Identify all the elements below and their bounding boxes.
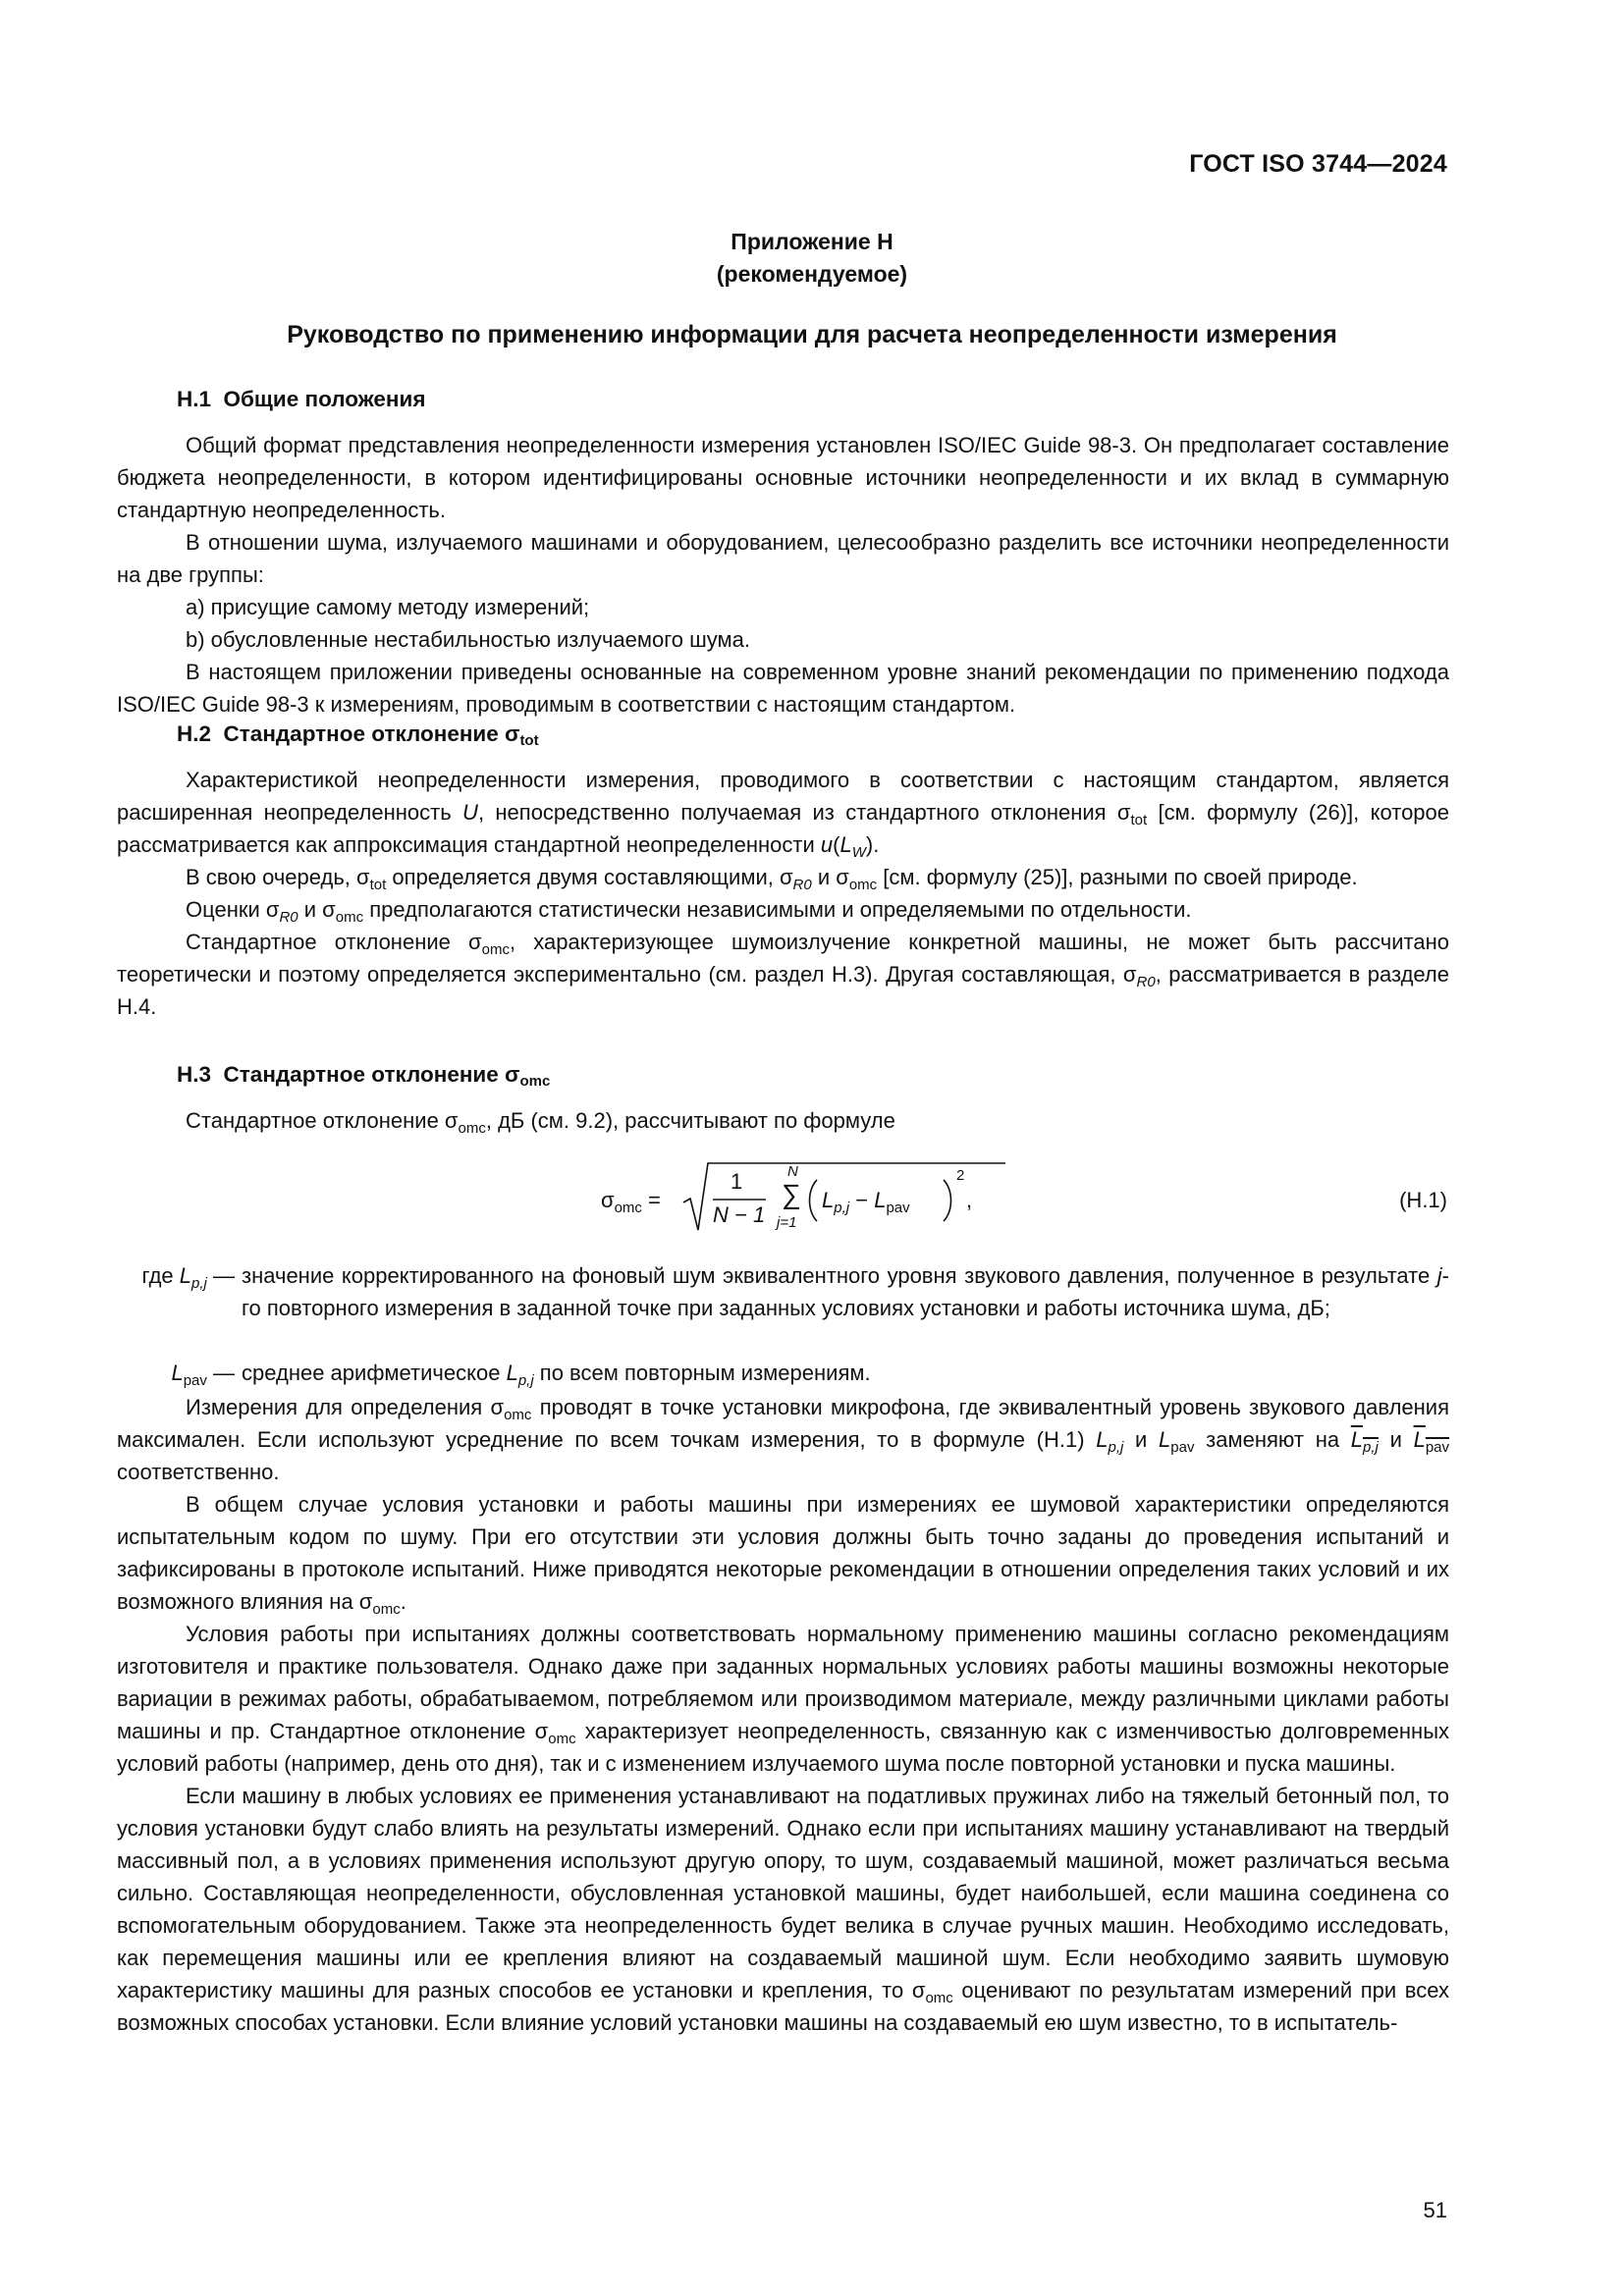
where-definition: значение корректированного на фоновый шум эквивалентного уровня звукового давления, полученное в результате j-го повторного измерения в заданной точке при заданных условиях установки и работы источника шума, дБ; [242, 1263, 1449, 1320]
section-number: H.1 [177, 387, 212, 411]
where-item [117, 1259, 1449, 1358]
section-number: H.2 [177, 721, 212, 746]
appendix-title: Руководство по применению информации для расчета неопределенности измерения [287, 321, 1337, 348]
paragraph: В общем случае условия установки и работы машины при измерениях ее шумовой характеристики определяются испытательным кодом по шуму. При его отсутствии эти условия должны быть точно заданы до проведения испытаний и зафиксированы в протоколе испытаний. Ниже приводятся некоторые рекомендации в отношении определения таких условий и их возможного влияния на $\sigma_{omc}$. [117, 1492, 1449, 1618]
sum-upper-limit: N [787, 1163, 798, 1180]
section-h2-body [117, 764, 1449, 1023]
page-number: 51 [1423, 2198, 1447, 2222]
fraction-denominator: N − 1 [713, 1202, 766, 1227]
formula-h1 [589, 1153, 1100, 1242]
section-number: H.3 [177, 1062, 212, 1087]
where-term: где $L_{p,j}$ — [141, 1263, 235, 1292]
paragraph: В отношении шума, излучаемого машинами и оборудованием, целесообразно разделить все источники неопределенности на две группы: [117, 530, 1449, 587]
formula-power: 2 [956, 1167, 965, 1184]
sum-sign: ∑ [782, 1179, 801, 1209]
paragraph: В свою очередь, $\sigma_{tot}$ определяется двумя составляющими, $\sigma_{R0}$ и $\sigma_{omc}$ [см. формулу (25)], разными по своей природе. [186, 865, 1358, 893]
sum-lower-limit: j=1 [777, 1214, 797, 1231]
list-item: b) обусловленные нестабильностью излучаемого шума. [186, 627, 751, 652]
section-h3-intro [117, 1104, 1449, 1137]
fraction-numerator: 1 [731, 1169, 743, 1194]
section-h3-body [117, 1391, 1449, 2039]
list-item: a) присущие самому методу измерений; [186, 595, 590, 619]
paragraph: Общий формат представления неопределенности измерения установлен ISO/IEC Guide 98-3. Он предполагает составление бюджета неопределенности, в котором идентифицированы основные источники неопределенности и их вклад в суммарную стандартную неопределенность. [117, 433, 1449, 522]
formula-difference: $L_{p,j} - L_{pav}$ [822, 1188, 910, 1216]
subscript: omc [519, 1073, 551, 1090]
paragraph: В настоящем приложении приведены основанные на современном уровне знаний рекомендации по применению подхода ISO/IEC Guide 98-3 к измерениям, проводимым в соответствии с настоящим стандартом. [117, 660, 1449, 717]
section-h1-body [117, 429, 1449, 721]
section-h3-heading [177, 1062, 550, 1088]
paragraph: Измерения для определения $\sigma_{omc}$ проводят в точке установки микрофона, где эквивалентный уровень звукового давления максимален. Если используют усреднение по всем точкам измерения, то в формуле (H.1) $L_{p,j}$ и $L_{pav}$ заменяют на $L_{p,j}$ и $L_{pav}$ соответственно. [117, 1395, 1449, 1484]
where-item [117, 1357, 1449, 1389]
paragraph: Если машину в любых условиях ее применения устанавливают на податливых пружинах либо на тяжелый бетонный пол, то условия установки будут слабо влиять на результаты измерений. Однако если при испытаниях машину устанавливают на твердый массивный пол, а в условиях применения используют другую опору, то шум, создаваемый машиной, может различаться весьма сильно. Составляющая неопределенности, обусловленная установкой машины, будет наибольшей, если машина соединена со вспомогательным оборудованием. Также эта неопределенность будет велика в случае ручных машин. Необходимо исследовать, как перемещения машины или ее крепления влияют на создаваемый машиной шум. Если необходимо заявить шумовую характеристику машины для разных способов ее установки и крепления, то $\sigma_{omc}$ оценивают по результатам измерений при всех возможных способах установки. Если влияние условий установки машины на создаваемый ею шум известно, то в испытатель- [117, 1784, 1449, 2035]
paragraph: Характеристикой неопределенности измерения, проводимого в соответствии с настоящим стандартом, является расширенная неопределенность U, непосредственно получаемая из стандартного отклонения $\sigma_{tot}$ [см. формулу (26)], которое рассматривается как аппроксимация стандартной неопределенности $u(L_W)$. [117, 768, 1450, 861]
section-title: Стандартное отклонение σ [223, 721, 520, 746]
paragraph: Стандартное отклонение $\sigma_{omc}$, дБ (см. 9.2), рассчитывают по формуле [186, 1108, 895, 1137]
paragraph: Стандартное отклонение $\sigma_{omc}$, характеризующее шумоизлучение конкретной машины, не может быть рассчитано теоретически и поэтому определяется экспериментально (см. раздел H.3). Другая составляющая, $\sigma_{R0}$, рассматривается в разделе H.4. [117, 930, 1450, 1019]
appendix-label: Приложение H [731, 229, 893, 254]
section-title: Общие положения [223, 387, 426, 411]
paragraph: Условия работы при испытаниях должны соответствовать нормальному применению машины согласно рекомендациям изготовителя и практике пользователя. Однако даже при заданных нормальных условиях работы машины возможны некоторые вариации в режимах работы, обрабатываемом, потребляемом или производимом материале, между различными циклами работы машины и пр. Стандартное отклонение $\sigma_{omc}$ характеризует неопределенность, связанную как с изменчивостью долговременных условий работы (например, день ото дня), так и с изменением излучаемого шума после повторной установки и пуска машины. [117, 1622, 1450, 1776]
where-definition: среднее арифметическое $L_{p,j}$ по всем повторным измерениям. [242, 1361, 871, 1389]
section-h2-heading [177, 721, 539, 747]
appendix-status: (рекомендуемое) [716, 261, 908, 287]
formula-number: (H.1) [1399, 1188, 1447, 1212]
formula-lhs: $\sigma_{omc}$ = [601, 1188, 661, 1216]
section-title: Стандартное отклонение σ [223, 1062, 520, 1087]
section-h1-heading [177, 387, 425, 412]
formula-comma: , [966, 1188, 973, 1212]
where-term: $L_{pav}$ — [171, 1361, 235, 1389]
standard-designation: ГОСТ ISO 3744—2024 [1189, 150, 1447, 178]
paragraph: Оценки $\sigma_{R0}$ и $\sigma_{omc}$ предполагаются статистически независимыми и определяемыми по отдельности. [186, 897, 1192, 926]
subscript: tot [519, 732, 539, 749]
